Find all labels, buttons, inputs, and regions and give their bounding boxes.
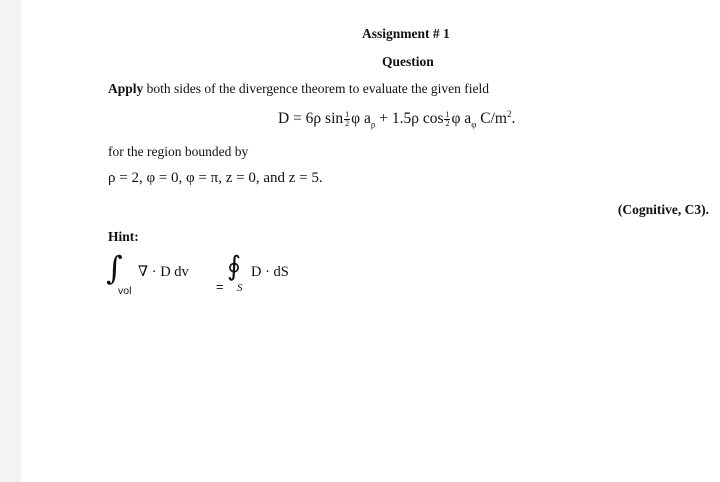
instruction-text: both sides of the divergence theorem to evaluate the given field <box>143 81 490 96</box>
equation-part-5: C/m <box>476 110 507 128</box>
divergence-term: ∇ · D dv <box>138 264 189 280</box>
cognitive-level-tag: (Cognitive, C3). <box>617 202 709 217</box>
rho-subscript: ρ <box>370 119 376 130</box>
fraction-denominator: 2 <box>345 119 350 129</box>
hint-label: Hint: <box>108 229 139 244</box>
squared-exponent: 2 <box>506 109 512 119</box>
page-title: Assignment # 1 <box>362 26 450 41</box>
fraction-numerator: 1 <box>345 110 350 120</box>
region-label: for the region bounded by <box>108 144 249 159</box>
half-fraction-1 <box>344 111 350 128</box>
phi-subscript: φ <box>471 119 477 130</box>
equation-part-3: + 1.5ρ cos <box>375 110 444 128</box>
problem-statement <box>108 81 489 97</box>
divergence-theorem-formula <box>106 249 306 305</box>
equation-end: . <box>511 110 516 128</box>
document-page <box>21 0 720 482</box>
surface-integral-icon: ∮ <box>227 251 242 282</box>
left-gutter <box>0 0 21 482</box>
equation-part-1: D = 6ρ sin <box>278 110 344 128</box>
volume-integral-icon: ∫ <box>106 249 123 287</box>
volume-subscript: vol <box>118 285 132 297</box>
section-heading: Question <box>382 54 434 69</box>
flux-term: D · dS <box>251 264 289 280</box>
surface-subscript: S <box>237 282 243 294</box>
fraction-numerator: 1 <box>445 110 450 120</box>
field-equation <box>278 109 515 129</box>
equation-part-4: φ a <box>451 110 472 128</box>
half-fraction-2 <box>444 111 450 128</box>
instruction-verb: Apply <box>108 81 144 96</box>
region-bounds: ρ = 2, φ = 0, φ = π, z = 0, and z = 5. <box>108 170 323 186</box>
equals-sign: = <box>216 279 224 294</box>
equation-part-2: φ a <box>351 110 371 128</box>
fraction-denominator: 2 <box>445 119 450 129</box>
